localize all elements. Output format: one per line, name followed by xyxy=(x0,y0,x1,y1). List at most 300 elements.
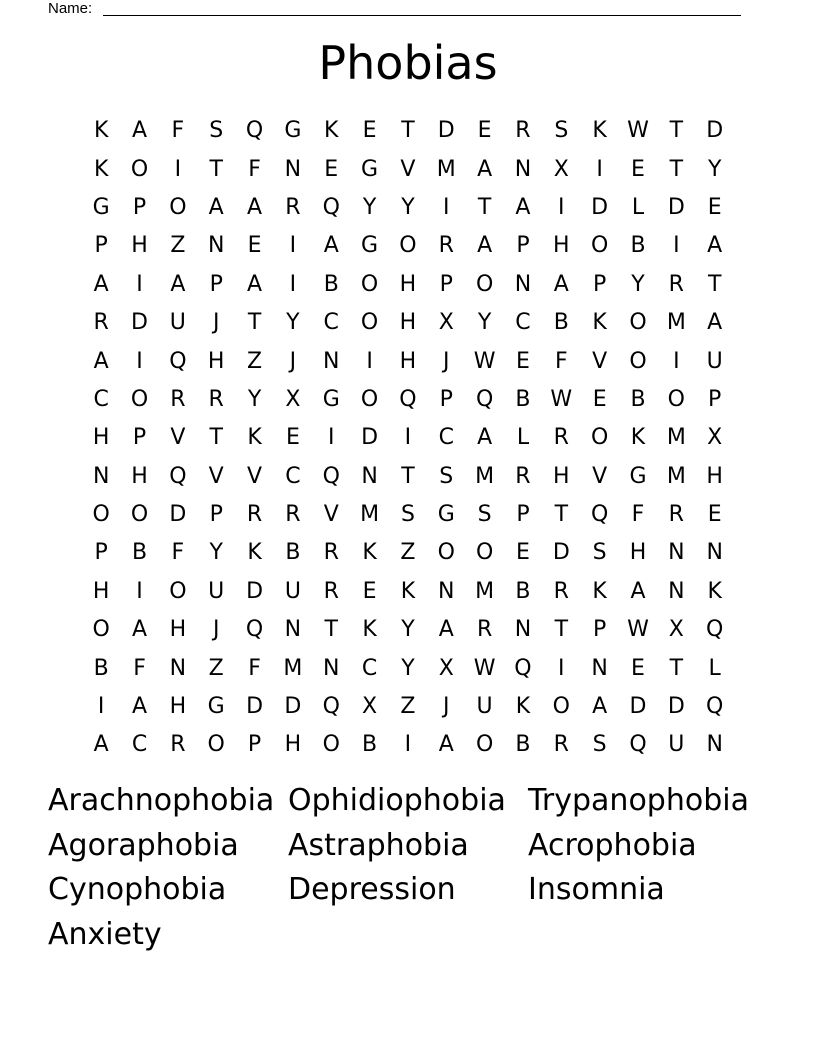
grid-letter[interactable]: I xyxy=(596,156,603,182)
grid-letter[interactable]: D xyxy=(706,118,724,144)
grid-letter[interactable]: R xyxy=(515,463,531,489)
grid-letter[interactable]: N xyxy=(514,271,532,297)
grid-letter[interactable]: B xyxy=(362,732,378,758)
grid-letter[interactable]: I xyxy=(136,578,143,604)
grid-letter[interactable]: W xyxy=(627,617,649,643)
grid-letter[interactable]: F xyxy=(248,655,261,681)
grid-letter[interactable]: J xyxy=(212,617,220,643)
grid-letter[interactable]: O xyxy=(92,502,110,528)
grid-letter[interactable]: A xyxy=(707,310,723,336)
grid-letter[interactable]: I xyxy=(673,348,680,374)
grid-letter[interactable]: V xyxy=(170,425,186,451)
grid-letter[interactable]: R xyxy=(553,578,569,604)
grid-letter[interactable]: D xyxy=(169,502,187,528)
grid-letter[interactable]: A xyxy=(131,617,148,643)
grid-letter[interactable]: B xyxy=(515,386,531,412)
grid-letter[interactable]: B xyxy=(630,386,646,412)
grid-letter[interactable]: B xyxy=(553,310,569,336)
grid-letter[interactable]: S xyxy=(554,118,569,144)
grid-letter[interactable]: K xyxy=(515,694,531,720)
grid-letter[interactable]: R xyxy=(170,386,186,412)
grid-letter[interactable]: N xyxy=(284,156,302,182)
grid-letter[interactable]: K xyxy=(247,425,262,451)
grid-letter[interactable]: P xyxy=(209,271,223,297)
grid-letter[interactable]: N xyxy=(92,463,110,489)
grid-letter[interactable]: N xyxy=(438,578,455,604)
grid-letter[interactable]: H xyxy=(553,463,570,489)
grid-letter[interactable]: K xyxy=(592,118,607,144)
grid-letter[interactable]: X xyxy=(438,655,454,681)
grid-letter[interactable]: G xyxy=(361,156,379,182)
grid-letter[interactable]: G xyxy=(437,502,455,528)
grid-letter[interactable]: S xyxy=(477,502,492,528)
grid-letter[interactable]: B xyxy=(285,540,301,566)
grid-letter[interactable]: A xyxy=(93,732,109,758)
grid-letter[interactable]: O xyxy=(667,386,685,412)
grid-letter[interactable]: C xyxy=(323,310,339,336)
grid-letter[interactable]: T xyxy=(554,617,569,643)
grid-letter[interactable]: K xyxy=(707,578,722,604)
grid-letter[interactable]: D xyxy=(667,694,685,720)
grid-letter[interactable]: H xyxy=(92,425,110,451)
grid-letter[interactable]: Y xyxy=(247,386,262,412)
grid-letter[interactable]: A xyxy=(131,694,148,720)
grid-letter[interactable]: G xyxy=(207,694,225,720)
grid-letter[interactable]: R xyxy=(246,502,263,528)
grid-letter[interactable]: G xyxy=(629,463,647,489)
grid-letter[interactable]: D xyxy=(361,425,379,451)
grid-letter[interactable]: Y xyxy=(401,617,415,643)
grid-letter[interactable]: O xyxy=(590,233,609,259)
grid-letter[interactable]: K xyxy=(93,156,109,182)
grid-letter[interactable]: I xyxy=(366,348,373,374)
grid-letter[interactable]: R xyxy=(553,425,569,451)
grid-letter[interactable]: H xyxy=(284,732,302,758)
grid-letter[interactable]: I xyxy=(136,348,143,374)
word-bank-item: Ophidiophobia xyxy=(288,783,506,819)
grid-letter[interactable]: Q xyxy=(706,617,724,643)
grid-letter[interactable]: S xyxy=(592,540,607,566)
grid-letter[interactable]: D xyxy=(591,194,609,220)
grid-letter[interactable]: S xyxy=(592,732,607,758)
grid-letter[interactable]: B xyxy=(515,732,531,758)
grid-letter[interactable]: R xyxy=(668,502,684,528)
grid-letter[interactable]: N xyxy=(207,233,225,259)
grid-letter[interactable]: J xyxy=(443,348,450,374)
grid-letter[interactable]: A xyxy=(208,194,224,220)
grid-letter[interactable]: K xyxy=(362,540,377,566)
grid-row xyxy=(82,458,734,496)
grid-letter[interactable]: P xyxy=(439,386,453,412)
grid-letter[interactable]: K xyxy=(630,425,646,451)
grid-letter[interactable]: P xyxy=(94,233,108,259)
grid-letter[interactable]: T xyxy=(247,310,262,336)
grid-letter[interactable]: A xyxy=(438,617,454,643)
grid-letter[interactable]: P xyxy=(132,194,147,220)
grid-letter[interactable]: B xyxy=(515,578,531,604)
grid-letter[interactable]: U xyxy=(169,310,186,336)
grid-letter[interactable]: E xyxy=(362,118,377,144)
grid-letter[interactable]: A xyxy=(93,271,109,297)
grid-letter[interactable]: Z xyxy=(170,233,186,259)
grid-letter[interactable]: N xyxy=(706,732,723,758)
grid-letter[interactable]: H xyxy=(553,233,570,259)
grid-letter[interactable]: F xyxy=(248,156,261,182)
grid-letter[interactable]: N xyxy=(169,655,187,681)
grid-letter[interactable]: H xyxy=(629,540,647,566)
grid-letter[interactable]: W xyxy=(473,655,496,681)
grid-letter[interactable]: E xyxy=(516,540,530,566)
grid-letter[interactable]: G xyxy=(284,118,302,144)
grid-letter[interactable]: I xyxy=(289,233,297,259)
grid-letter[interactable]: H xyxy=(207,348,225,374)
grid-letter[interactable]: A xyxy=(438,732,454,758)
grid-letter[interactable]: N xyxy=(361,463,378,489)
grid-letter[interactable]: M xyxy=(283,655,303,681)
grid-letter[interactable]: R xyxy=(438,233,454,259)
grid-letter[interactable]: N xyxy=(514,156,532,182)
grid-letter[interactable]: H xyxy=(131,463,148,489)
grid-letter[interactable]: I xyxy=(289,271,297,297)
grid-letter[interactable]: O xyxy=(130,386,149,412)
grid-letter[interactable]: O xyxy=(92,617,110,643)
grid-letter[interactable]: I xyxy=(327,425,335,451)
grid-letter[interactable]: H xyxy=(131,233,148,259)
grid-letter[interactable]: O xyxy=(475,732,494,758)
grid-letter[interactable]: X xyxy=(553,156,569,182)
grid-letter[interactable]: Q xyxy=(706,694,724,720)
grid-letter[interactable]: F xyxy=(554,348,568,374)
word-bank-item: Trypanophobia xyxy=(528,783,749,819)
grid-letter[interactable]: N xyxy=(284,617,302,643)
grid-letter[interactable]: R xyxy=(476,617,493,643)
grid-letter[interactable]: E xyxy=(631,655,645,681)
grid-letter[interactable]: V xyxy=(400,156,416,182)
grid-letter[interactable]: P xyxy=(516,502,530,528)
grid-letter[interactable]: R xyxy=(323,540,339,566)
grid-letter[interactable]: A xyxy=(170,271,186,297)
grid-letter[interactable]: P xyxy=(132,425,147,451)
grid-letter[interactable]: H xyxy=(169,617,187,643)
grid-letter[interactable]: U xyxy=(208,578,225,604)
grid-letter[interactable]: R xyxy=(323,578,339,604)
grid-letter[interactable]: V xyxy=(208,463,224,489)
grid-letter[interactable]: O xyxy=(475,540,494,566)
grid-letter[interactable]: B xyxy=(630,233,646,259)
grid-letter[interactable]: T xyxy=(401,463,415,489)
grid-letter[interactable]: Q xyxy=(322,194,340,220)
grid-letter[interactable]: N xyxy=(706,540,723,566)
grid-letter[interactable]: E xyxy=(247,233,262,259)
grid-letter[interactable]: Q xyxy=(322,694,340,720)
grid-letter[interactable]: O xyxy=(169,578,187,604)
grid-letter[interactable]: M xyxy=(475,578,495,604)
grid-letter[interactable]: N xyxy=(514,617,532,643)
grid-letter[interactable]: R xyxy=(668,271,684,297)
grid-letter[interactable]: E xyxy=(285,425,300,451)
grid-letter[interactable]: R xyxy=(170,732,186,758)
grid-letter[interactable]: M xyxy=(666,463,686,489)
grid-letter[interactable]: Q xyxy=(475,386,494,412)
grid-letter[interactable]: X xyxy=(285,386,301,412)
grid-letter[interactable]: D xyxy=(437,118,455,144)
grid-letter[interactable]: Q xyxy=(245,617,264,643)
grid-letter[interactable]: H xyxy=(399,348,417,374)
grid-letter[interactable]: M xyxy=(666,425,686,451)
grid-letter[interactable]: Q xyxy=(169,463,187,489)
grid-letter[interactable]: A xyxy=(515,194,531,220)
grid-letter[interactable]: P xyxy=(708,386,722,412)
grid-letter[interactable]: D xyxy=(629,694,647,720)
grid-letter[interactable]: O xyxy=(207,732,225,758)
grid-letter[interactable]: D xyxy=(246,578,264,604)
grid-letter[interactable]: R xyxy=(515,118,531,144)
grid-letter[interactable]: I xyxy=(443,194,450,220)
grid-letter[interactable]: X xyxy=(668,617,684,643)
grid-letter[interactable]: O xyxy=(360,271,379,297)
grid-letter[interactable]: Q xyxy=(322,463,340,489)
grid-letter[interactable]: F xyxy=(171,118,185,144)
grid-letter[interactable]: Y xyxy=(401,655,415,681)
grid-letter[interactable]: B xyxy=(323,271,339,297)
grid-letter[interactable]: O xyxy=(437,540,455,566)
grid-letter[interactable]: O xyxy=(322,732,340,758)
grid-letter[interactable]: A xyxy=(247,194,263,220)
grid-letter[interactable]: N xyxy=(323,348,340,374)
grid-letter[interactable]: X xyxy=(707,425,723,451)
grid-letter[interactable]: M xyxy=(436,156,456,182)
grid-letter[interactable]: E xyxy=(324,156,339,182)
grid-letter[interactable]: P xyxy=(439,271,453,297)
word-bank-item: Cynophobia xyxy=(48,872,227,908)
grid-letter[interactable]: X xyxy=(438,310,454,336)
grid-letter[interactable]: H xyxy=(169,694,187,720)
grid-letter[interactable]: M xyxy=(360,502,380,528)
grid-letter[interactable]: W xyxy=(550,386,573,412)
grid-letter[interactable]: P xyxy=(94,540,108,566)
grid-letter[interactable]: J xyxy=(443,694,450,720)
grid-letter[interactable]: I xyxy=(673,233,680,259)
grid-letter[interactable]: Q xyxy=(590,502,609,528)
grid-letter[interactable]: K xyxy=(247,540,262,566)
word-bank-row xyxy=(48,779,768,824)
grid-letter[interactable]: Q xyxy=(245,118,264,144)
grid-letter[interactable]: T xyxy=(209,156,223,182)
grid-letter[interactable]: K xyxy=(362,617,377,643)
grid-letter[interactable]: Z xyxy=(400,540,416,566)
grid-letter[interactable]: L xyxy=(516,425,530,451)
grid-letter[interactable]: R xyxy=(285,502,301,528)
grid-letter[interactable]: O xyxy=(399,233,417,259)
grid-letter[interactable]: F xyxy=(171,540,185,566)
grid-letter[interactable]: O xyxy=(629,348,647,374)
grid-letter[interactable]: C xyxy=(515,310,531,336)
grid-letter[interactable]: E xyxy=(631,156,645,182)
grid-letter[interactable]: P xyxy=(247,732,262,758)
grid-letter[interactable]: I xyxy=(558,194,565,220)
grid-letter[interactable]: I xyxy=(404,425,412,451)
grid-letter[interactable]: D xyxy=(131,310,148,336)
grid-letter[interactable]: H xyxy=(399,271,417,297)
grid-letter[interactable]: Q xyxy=(514,655,532,681)
grid-letter[interactable]: C xyxy=(131,732,148,758)
grid-letter[interactable]: V xyxy=(247,463,263,489)
name-blank-line xyxy=(103,15,741,16)
grid-letter[interactable]: Z xyxy=(208,655,224,681)
grid-letter[interactable]: R xyxy=(93,310,109,336)
grid-letter[interactable]: Y xyxy=(707,156,722,182)
grid-letter[interactable]: R xyxy=(553,732,569,758)
grid-letter[interactable]: G xyxy=(361,233,379,259)
grid-letter[interactable]: R xyxy=(208,386,224,412)
grid-letter[interactable]: R xyxy=(285,194,301,220)
grid-letter[interactable]: F xyxy=(631,502,645,528)
grid-letter[interactable]: T xyxy=(707,271,722,297)
grid-letter[interactable]: C xyxy=(361,655,378,681)
grid-letter[interactable]: L xyxy=(708,655,721,681)
grid-letter[interactable]: V xyxy=(323,502,339,528)
grid-letter[interactable]: Q xyxy=(399,386,417,412)
grid-letter[interactable]: T xyxy=(477,194,492,220)
grid-letter[interactable]: O xyxy=(130,502,149,528)
grid-letter[interactable]: A xyxy=(131,118,148,144)
grid-letter[interactable]: V xyxy=(592,348,608,374)
grid-letter[interactable]: O xyxy=(590,425,609,451)
grid-row xyxy=(82,649,734,687)
grid-letter[interactable]: T xyxy=(209,425,223,451)
grid-letter[interactable]: O xyxy=(552,694,570,720)
grid-letter[interactable]: T xyxy=(669,655,684,681)
grid-letter[interactable]: L xyxy=(631,194,645,220)
grid-letter[interactable]: T xyxy=(554,502,569,528)
grid-letter[interactable]: O xyxy=(475,271,494,297)
grid-letter[interactable]: I xyxy=(558,655,565,681)
grid-letter[interactable]: Z xyxy=(400,694,416,720)
grid-letter[interactable]: P xyxy=(593,271,607,297)
grid-letter[interactable]: D xyxy=(552,540,570,566)
grid-letter[interactable]: X xyxy=(362,694,378,720)
grid-letter[interactable]: S xyxy=(400,502,415,528)
grid-letter[interactable]: V xyxy=(592,463,608,489)
grid-letter[interactable]: I xyxy=(97,694,105,720)
grid-row xyxy=(82,573,734,611)
grid-letter[interactable]: K xyxy=(93,118,109,144)
grid-letter[interactable]: A xyxy=(247,271,263,297)
grid-letter[interactable]: U xyxy=(284,578,301,604)
grid-letter[interactable]: Z xyxy=(247,348,263,374)
grid-letter[interactable]: W xyxy=(473,348,496,374)
grid-letter[interactable]: Q xyxy=(629,732,647,758)
grid-letter[interactable]: K xyxy=(324,118,339,144)
grid-letter[interactable]: O xyxy=(169,194,187,220)
grid-letter[interactable]: G xyxy=(322,386,340,412)
grid-letter[interactable]: A xyxy=(630,578,646,604)
grid-letter[interactable]: H xyxy=(706,463,723,489)
grid-letter[interactable]: J xyxy=(212,310,220,336)
grid-row xyxy=(82,266,734,304)
grid-letter[interactable]: Y xyxy=(477,310,492,336)
grid-letter[interactable]: A xyxy=(553,271,569,297)
grid-letter[interactable]: J xyxy=(289,348,297,374)
grid-letter[interactable]: O xyxy=(130,156,149,182)
grid-letter[interactable]: E xyxy=(477,118,492,144)
grid-letter[interactable]: D xyxy=(667,194,685,220)
grid-letter[interactable]: P xyxy=(209,502,223,528)
grid-letter[interactable]: Y xyxy=(286,310,300,336)
grid-letter[interactable]: C xyxy=(438,425,454,451)
grid-letter[interactable]: M xyxy=(666,310,686,336)
grid-letter[interactable]: D xyxy=(246,694,264,720)
grid-row xyxy=(82,189,734,227)
grid-letter[interactable]: F xyxy=(133,655,146,681)
grid-letter[interactable]: N xyxy=(591,655,608,681)
grid-letter[interactable]: S xyxy=(209,118,224,144)
grid-letter[interactable]: A xyxy=(93,348,109,374)
grid-letter[interactable]: A xyxy=(592,694,608,720)
grid-letter[interactable]: Y xyxy=(401,194,415,220)
grid-letter[interactable]: T xyxy=(669,156,684,182)
grid-letter[interactable]: C xyxy=(285,463,301,489)
grid-letter[interactable]: P xyxy=(516,233,530,259)
grid-letter[interactable]: E xyxy=(516,348,530,374)
grid-letter[interactable]: K xyxy=(400,578,416,604)
grid-letter[interactable]: Y xyxy=(631,271,645,297)
grid-letter[interactable]: I xyxy=(174,156,182,182)
grid-letter[interactable]: E xyxy=(592,386,607,412)
grid-letter[interactable]: O xyxy=(629,310,647,336)
grid-letter[interactable]: T xyxy=(401,118,415,144)
grid-letter[interactable]: H xyxy=(92,578,110,604)
grid-letter[interactable]: T xyxy=(669,118,684,144)
grid-letter[interactable]: C xyxy=(93,386,109,412)
grid-letter[interactable]: G xyxy=(92,194,110,220)
grid-letter[interactable]: O xyxy=(360,310,379,336)
grid-letter[interactable]: K xyxy=(592,578,607,604)
grid-letter[interactable]: I xyxy=(136,271,143,297)
grid-letter[interactable]: U xyxy=(668,732,685,758)
grid-letter[interactable]: H xyxy=(399,310,417,336)
grid-letter[interactable]: U xyxy=(476,694,493,720)
grid-letter[interactable]: A xyxy=(323,233,339,259)
grid-letter[interactable]: T xyxy=(324,617,338,643)
grid-letter[interactable]: B xyxy=(131,540,148,566)
grid-letter[interactable]: E xyxy=(707,502,722,528)
grid-letter[interactable]: N xyxy=(668,540,685,566)
grid-letter[interactable]: Y xyxy=(209,540,223,566)
grid-letter[interactable]: W xyxy=(627,118,649,144)
grid-letter[interactable]: Q xyxy=(169,348,187,374)
word-bank-row xyxy=(48,824,768,869)
grid-letter[interactable]: M xyxy=(475,463,495,489)
grid-letter[interactable]: N xyxy=(668,578,685,604)
grid-letter[interactable]: P xyxy=(593,617,607,643)
grid-letter[interactable]: D xyxy=(284,694,302,720)
grid-letter[interactable]: A xyxy=(707,233,723,259)
grid-letter[interactable]: Y xyxy=(362,194,377,220)
grid-letter[interactable]: U xyxy=(706,348,723,374)
grid-letter[interactable]: K xyxy=(592,310,607,336)
grid-letter[interactable]: B xyxy=(93,655,109,681)
grid-letter[interactable]: A xyxy=(477,425,493,451)
grid-letter[interactable]: E xyxy=(362,578,377,604)
grid-letter[interactable]: I xyxy=(404,732,412,758)
grid-letter[interactable]: E xyxy=(707,194,722,220)
grid-letter[interactable]: O xyxy=(360,386,379,412)
grid-letter[interactable]: A xyxy=(477,233,493,259)
grid-letter[interactable]: N xyxy=(323,655,340,681)
grid-letter[interactable]: S xyxy=(439,463,454,489)
grid-letter[interactable]: A xyxy=(477,156,493,182)
